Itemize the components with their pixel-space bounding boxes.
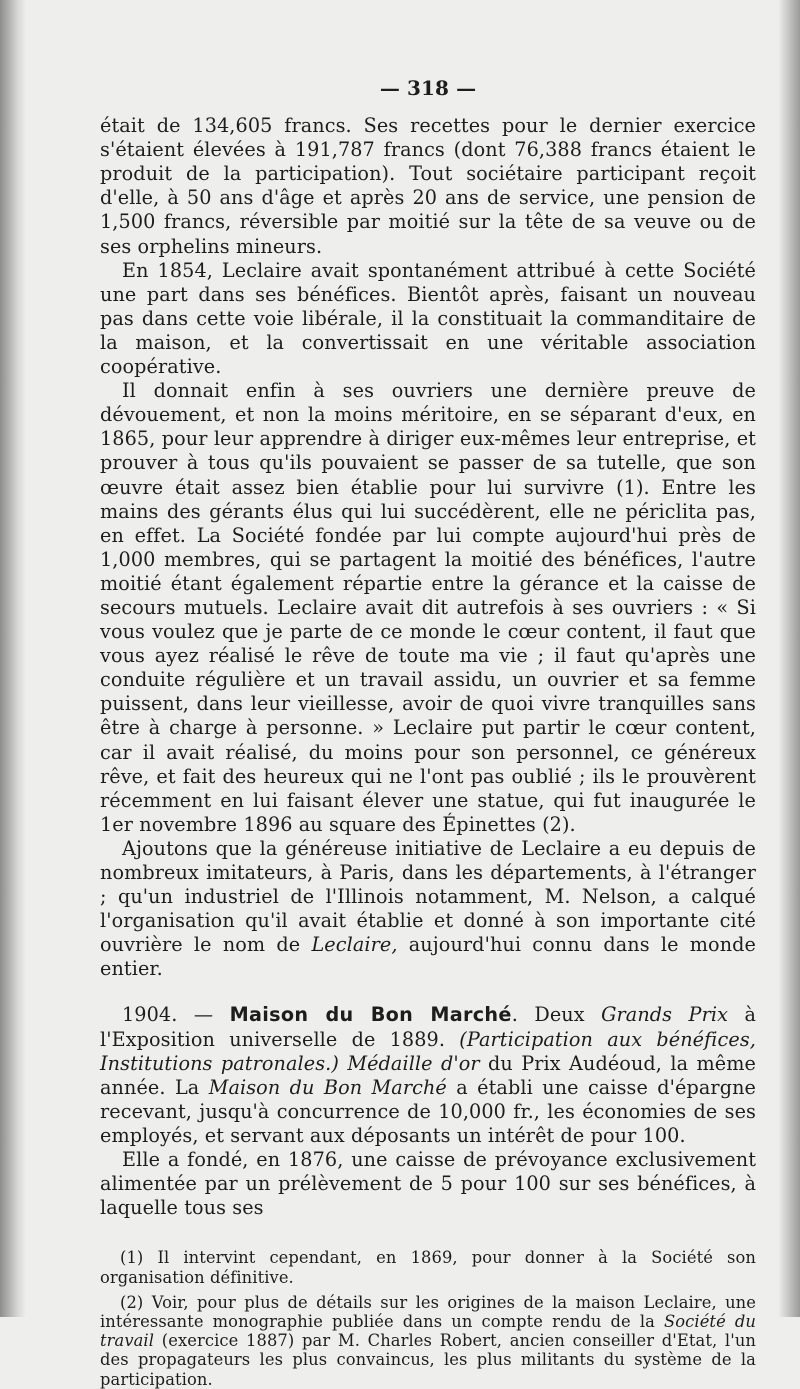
paragraph-6: Elle a fondé, en 1876, une caisse de prévoyance exclusivement alimentée par un prélèvement de 5 pour 100 sur ses bénéfices, à laquelle tous ses [100, 1148, 756, 1220]
footnote-2-italic: Société du travail [100, 1311, 756, 1351]
entry-text-0: . Deux [511, 1003, 602, 1027]
entry-text-3: a établi une caisse d'épargne recevant, jusqu'à concurrence de 10,000 fr., les économies de ses employés, et servant aux déposants un intérêt de pour 100. [100, 1075, 756, 1147]
entry-1904 [100, 1003, 756, 1148]
footnote-2-text-a: (2) Voir, pour plus de détails sur les origines de la maison Leclaire, une intéressante monographie publiée dans un compte rendu de la [100, 1292, 756, 1331]
book-page [100, 76, 756, 1389]
entry-title: Maison du Bon Marché [229, 1003, 512, 1027]
paragraph-4 [100, 837, 756, 982]
footnote-2-text-b: (exercice 1887) par M. Charles Robert, ancien conseiller d'Etat, l'un des propagateurs les plus convaincus, les plus militants du système de la participation. [100, 1331, 756, 1389]
paragraph-2: En 1854, Leclaire avait spontanément attribué à cette Société une part dans ses bénéfices. Bientôt après, faisant un nouveau pas dans cette voie libérale, il la constituait la commanditaire de la maison, et la convertissait en une véritable association coopérative. [100, 258, 756, 379]
paragraph-4-end: aujourd'hui connu dans le monde entier. [100, 933, 756, 981]
page-number: — 318 — [379, 76, 477, 100]
entry-text-1: à l'Exposition universelle de 1889. [100, 1003, 756, 1051]
paragraph-3: Il donnait enfin à ses ouvriers une dernière preuve de dévouement, et non la moins méritoire, en se séparant d'eux, en 1865, pour leur apprendre à diriger eux-mêmes leur entreprise, et prouver à tous qu'ils pouvaient se passer de sa tutelle, que son œuvre était assez bien établie pour lui survivre (1). Entre les mains des gérants élus qui lui succédèrent, elle ne périclita pas, en effet. La Société fondée par lui compte aujourd'hui près de 1,000 membres, qui se partagent la moitié des bénéfices, l'autre moitié étant également répartie entre la gérance et la caisse de secours mutuels. Leclaire avait dit autrefois à ses ouvriers : « Si vous voulez que je parte de ce monde le cœur content, il faut que vous ayez réalisé le rêve de toute ma vie ; il faut qu'après une conduite régulière et un travail assidu, un ouvrier et sa femme puissent, dans leur vieillesse, avoir de quoi vivre tranquilles sans être à charge à personne. » Leclaire put partir le cœur content, car il avait réalisé, du moins pour son personnel, ce généreux rêve, et fait des heureux qui ne l'ont pas oublié ; ils le prouvèrent récemment en lui faisant élever une statue, qui fut inaugurée le 1er novembre 1896 au square des Épinettes (2). [100, 379, 756, 836]
entry-number: 1904. — [122, 1003, 230, 1027]
medaille-dor: Médaille d'or [347, 1051, 480, 1075]
scan-shadow-left [0, 0, 26, 1317]
entry-text-2: du Prix Audéoud, la même année. La [100, 1051, 757, 1099]
entry-parenthetical: (Participation aux bénéfices, Institutions patronales.) [100, 1027, 756, 1075]
paragraph-1: était de 134,605 francs. Ses recettes pour le dernier exercice s'étaient élevées à 191,787 francs (dont 76,388 francs étaient le produit de la participation). Tout sociétaire participant reçoit d'elle, à 50 ans d'âge et après 20 ans de service, une pension de 1,500 francs, réversible par moitié sur la tête de sa veuve ou de ses orphelins mineurs. [100, 114, 756, 258]
footnote-2 [100, 1293, 756, 1389]
section-gap [100, 981, 756, 1003]
scan-shadow-right [778, 0, 800, 1317]
footnotes [100, 1248, 756, 1388]
leclaire-name: Leclaire, [311, 933, 398, 957]
paragraph-4-text: Ajoutons que la généreuse initiative de Leclaire a eu depuis de nombreux imitateurs, à Paris, dans les départements, à l'étranger ; qu'un industriel de l'Illinois notamment, M. Nelson, a calqué l'organisation qu'il avait établie et donné à son importante cité ouvrière le nom de [100, 836, 756, 957]
grands-prix: Grands Prix [601, 1003, 729, 1027]
maison-name: Maison du Bon Marché [208, 1075, 447, 1099]
footnote-1: (1) Il intervint cependant, en 1869, pour donner à la Société son organisation définitive. [100, 1248, 756, 1287]
